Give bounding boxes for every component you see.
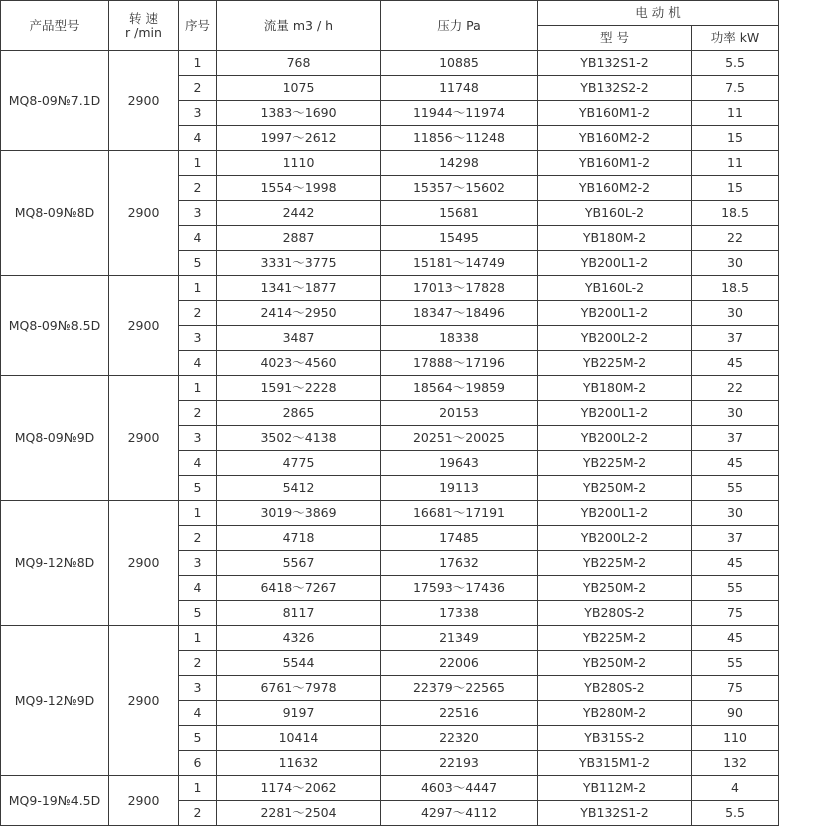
pressure-cell: 22379～22565 <box>381 676 538 701</box>
motor-power-cell: 110 <box>692 726 779 751</box>
header-model: 产品型号 <box>1 1 109 51</box>
motor-type-cell: YB280S-2 <box>538 676 692 701</box>
seq-cell: 2 <box>179 401 217 426</box>
header-motor-type: 型 号 <box>538 26 692 51</box>
speed-cell: 2900 <box>109 776 179 826</box>
flow-cell: 768 <box>217 51 381 76</box>
flow-cell: 4326 <box>217 626 381 651</box>
pressure-cell: 20153 <box>381 401 538 426</box>
seq-cell: 2 <box>179 526 217 551</box>
motor-type-cell: YB160M2-2 <box>538 126 692 151</box>
flow-cell: 1997～2612 <box>217 126 381 151</box>
motor-power-cell: 90 <box>692 701 779 726</box>
motor-type-cell: YB250M-2 <box>538 476 692 501</box>
flow-cell: 10414 <box>217 726 381 751</box>
flow-cell: 5412 <box>217 476 381 501</box>
motor-type-cell: YB200L1-2 <box>538 501 692 526</box>
pressure-cell: 18564～19859 <box>381 376 538 401</box>
seq-cell: 2 <box>179 301 217 326</box>
seq-cell: 4 <box>179 226 217 251</box>
flow-cell: 1174～2062 <box>217 776 381 801</box>
pressure-cell: 22193 <box>381 751 538 776</box>
motor-type-cell: YB280M-2 <box>538 701 692 726</box>
flow-cell: 1341～1877 <box>217 276 381 301</box>
seq-cell: 5 <box>179 726 217 751</box>
motor-power-cell: 4 <box>692 776 779 801</box>
seq-cell: 2 <box>179 801 217 826</box>
motor-power-cell: 45 <box>692 551 779 576</box>
seq-cell: 3 <box>179 426 217 451</box>
motor-power-cell: 37 <box>692 526 779 551</box>
motor-type-cell: YB160L-2 <box>538 276 692 301</box>
pressure-cell: 15495 <box>381 226 538 251</box>
flow-cell: 3487 <box>217 326 381 351</box>
pressure-cell: 18347～18496 <box>381 301 538 326</box>
seq-cell: 6 <box>179 751 217 776</box>
motor-type-cell: YB200L2-2 <box>538 526 692 551</box>
pressure-cell: 21349 <box>381 626 538 651</box>
flow-cell: 11632 <box>217 751 381 776</box>
motor-power-cell: 18.5 <box>692 276 779 301</box>
pressure-cell: 17013～17828 <box>381 276 538 301</box>
seq-cell: 4 <box>179 451 217 476</box>
table-row <box>1 51 779 76</box>
header-pressure: 压力 Pa <box>381 1 538 51</box>
seq-cell: 1 <box>179 51 217 76</box>
pressure-cell: 11748 <box>381 76 538 101</box>
pressure-cell: 15357～15602 <box>381 176 538 201</box>
flow-cell: 3019～3869 <box>217 501 381 526</box>
motor-type-cell: YB180M-2 <box>538 376 692 401</box>
seq-cell: 4 <box>179 701 217 726</box>
motor-power-cell: 132 <box>692 751 779 776</box>
seq-cell: 4 <box>179 351 217 376</box>
motor-power-cell: 30 <box>692 301 779 326</box>
motor-type-cell: YB160M1-2 <box>538 151 692 176</box>
pressure-cell: 22006 <box>381 651 538 676</box>
table-row <box>1 151 779 176</box>
pressure-cell: 11856～11248 <box>381 126 538 151</box>
motor-type-cell: YB132S2-2 <box>538 76 692 101</box>
pressure-cell: 15181～14749 <box>381 251 538 276</box>
seq-cell: 5 <box>179 476 217 501</box>
model-cell: MQ9-12№9D <box>1 626 109 776</box>
motor-type-cell: YB132S1-2 <box>538 51 692 76</box>
motor-power-cell: 55 <box>692 576 779 601</box>
seq-cell: 1 <box>179 776 217 801</box>
flow-cell: 1075 <box>217 76 381 101</box>
flow-cell: 2414～2950 <box>217 301 381 326</box>
motor-power-cell: 30 <box>692 251 779 276</box>
pressure-cell: 14298 <box>381 151 538 176</box>
header-speed-line1: 转 速 <box>129 10 158 26</box>
motor-type-cell: YB225M-2 <box>538 451 692 476</box>
motor-power-cell: 22 <box>692 226 779 251</box>
motor-type-cell: YB160L-2 <box>538 201 692 226</box>
flow-cell: 1110 <box>217 151 381 176</box>
flow-cell: 2887 <box>217 226 381 251</box>
motor-power-cell: 75 <box>692 676 779 701</box>
motor-type-cell: YB160M1-2 <box>538 101 692 126</box>
pressure-cell: 4603～4447 <box>381 776 538 801</box>
model-cell: MQ8-09№7.1D <box>1 51 109 151</box>
flow-cell: 4718 <box>217 526 381 551</box>
pressure-cell: 17593～17436 <box>381 576 538 601</box>
flow-cell: 5544 <box>217 651 381 676</box>
motor-type-cell: YB200L1-2 <box>538 301 692 326</box>
pressure-cell: 19113 <box>381 476 538 501</box>
motor-power-cell: 15 <box>692 176 779 201</box>
table-row <box>1 626 779 651</box>
motor-power-cell: 45 <box>692 351 779 376</box>
pressure-cell: 16681～17191 <box>381 501 538 526</box>
pressure-cell: 18338 <box>381 326 538 351</box>
seq-cell: 1 <box>179 501 217 526</box>
motor-power-cell: 15 <box>692 126 779 151</box>
model-cell: MQ9-12№8D <box>1 501 109 626</box>
speed-cell: 2900 <box>109 376 179 501</box>
flow-cell: 3331～3775 <box>217 251 381 276</box>
motor-power-cell: 55 <box>692 476 779 501</box>
motor-type-cell: YB200L2-2 <box>538 326 692 351</box>
motor-type-cell: YB315S-2 <box>538 726 692 751</box>
header-speed <box>109 1 179 51</box>
header-speed-line2: r /min <box>125 24 162 40</box>
header-motor: 电 动 机 <box>538 1 779 26</box>
seq-cell: 1 <box>179 276 217 301</box>
motor-power-cell: 7.5 <box>692 76 779 101</box>
flow-cell: 8117 <box>217 601 381 626</box>
motor-type-cell: YB200L1-2 <box>538 251 692 276</box>
pressure-cell: 20251～20025 <box>381 426 538 451</box>
pressure-cell: 17632 <box>381 551 538 576</box>
flow-cell: 1591～2228 <box>217 376 381 401</box>
model-cell: MQ8-09№8.5D <box>1 276 109 376</box>
table-row <box>1 376 779 401</box>
motor-power-cell: 30 <box>692 501 779 526</box>
flow-cell: 2281～2504 <box>217 801 381 826</box>
motor-type-cell: YB180M-2 <box>538 226 692 251</box>
speed-cell: 2900 <box>109 501 179 626</box>
table-row <box>1 776 779 801</box>
motor-type-cell: YB315M1-2 <box>538 751 692 776</box>
motor-power-cell: 55 <box>692 651 779 676</box>
pressure-cell: 11944～11974 <box>381 101 538 126</box>
seq-cell: 2 <box>179 176 217 201</box>
motor-power-cell: 45 <box>692 451 779 476</box>
motor-type-cell: YB280S-2 <box>538 601 692 626</box>
flow-cell: 6418～7267 <box>217 576 381 601</box>
flow-cell: 1383～1690 <box>217 101 381 126</box>
pressure-cell: 15681 <box>381 201 538 226</box>
flow-cell: 6761～7978 <box>217 676 381 701</box>
flow-cell: 5567 <box>217 551 381 576</box>
motor-power-cell: 18.5 <box>692 201 779 226</box>
speed-cell: 2900 <box>109 151 179 276</box>
seq-cell: 3 <box>179 201 217 226</box>
flow-cell: 2442 <box>217 201 381 226</box>
seq-cell: 1 <box>179 376 217 401</box>
speed-cell: 2900 <box>109 626 179 776</box>
seq-cell: 4 <box>179 576 217 601</box>
motor-type-cell: YB225M-2 <box>538 626 692 651</box>
seq-cell: 3 <box>179 676 217 701</box>
seq-cell: 3 <box>179 326 217 351</box>
table-row <box>1 276 779 301</box>
motor-type-cell: YB132S1-2 <box>538 801 692 826</box>
pressure-cell: 17485 <box>381 526 538 551</box>
motor-power-cell: 11 <box>692 151 779 176</box>
motor-type-cell: YB200L2-2 <box>538 426 692 451</box>
seq-cell: 4 <box>179 126 217 151</box>
seq-cell: 1 <box>179 626 217 651</box>
flow-cell: 3502～4138 <box>217 426 381 451</box>
seq-cell: 5 <box>179 251 217 276</box>
motor-power-cell: 45 <box>692 626 779 651</box>
table-row <box>1 501 779 526</box>
motor-power-cell: 37 <box>692 426 779 451</box>
motor-power-cell: 22 <box>692 376 779 401</box>
pressure-cell: 22516 <box>381 701 538 726</box>
table-body <box>1 51 779 826</box>
seq-cell: 1 <box>179 151 217 176</box>
model-cell: MQ8-09№8D <box>1 151 109 276</box>
motor-power-cell: 11 <box>692 101 779 126</box>
header-seq: 序号 <box>179 1 217 51</box>
motor-power-cell: 5.5 <box>692 51 779 76</box>
seq-cell: 5 <box>179 601 217 626</box>
model-cell: MQ9-19№4.5D <box>1 776 109 826</box>
motor-type-cell: YB225M-2 <box>538 551 692 576</box>
motor-type-cell: YB250M-2 <box>538 576 692 601</box>
motor-type-cell: YB250M-2 <box>538 651 692 676</box>
pressure-cell: 17888～17196 <box>381 351 538 376</box>
flow-cell: 1554～1998 <box>217 176 381 201</box>
flow-cell: 2865 <box>217 401 381 426</box>
motor-type-cell: YB160M2-2 <box>538 176 692 201</box>
seq-cell: 3 <box>179 101 217 126</box>
speed-cell: 2900 <box>109 276 179 376</box>
seq-cell: 2 <box>179 76 217 101</box>
header-flow: 流量 m3 / h <box>217 1 381 51</box>
pressure-cell: 17338 <box>381 601 538 626</box>
seq-cell: 3 <box>179 551 217 576</box>
motor-power-cell: 5.5 <box>692 801 779 826</box>
flow-cell: 4023～4560 <box>217 351 381 376</box>
flow-cell: 9197 <box>217 701 381 726</box>
motor-type-cell: YB225M-2 <box>538 351 692 376</box>
pressure-cell: 19643 <box>381 451 538 476</box>
speed-cell: 2900 <box>109 51 179 151</box>
motor-type-cell: YB200L1-2 <box>538 401 692 426</box>
pressure-cell: 22320 <box>381 726 538 751</box>
motor-power-cell: 75 <box>692 601 779 626</box>
motor-type-cell: YB112M-2 <box>538 776 692 801</box>
pressure-cell: 4297～4112 <box>381 801 538 826</box>
pressure-cell: 10885 <box>381 51 538 76</box>
seq-cell: 2 <box>179 651 217 676</box>
model-cell: MQ8-09№9D <box>1 376 109 501</box>
motor-power-cell: 30 <box>692 401 779 426</box>
motor-power-cell: 37 <box>692 326 779 351</box>
flow-cell: 4775 <box>217 451 381 476</box>
header-motor-power: 功率 kW <box>692 26 779 51</box>
